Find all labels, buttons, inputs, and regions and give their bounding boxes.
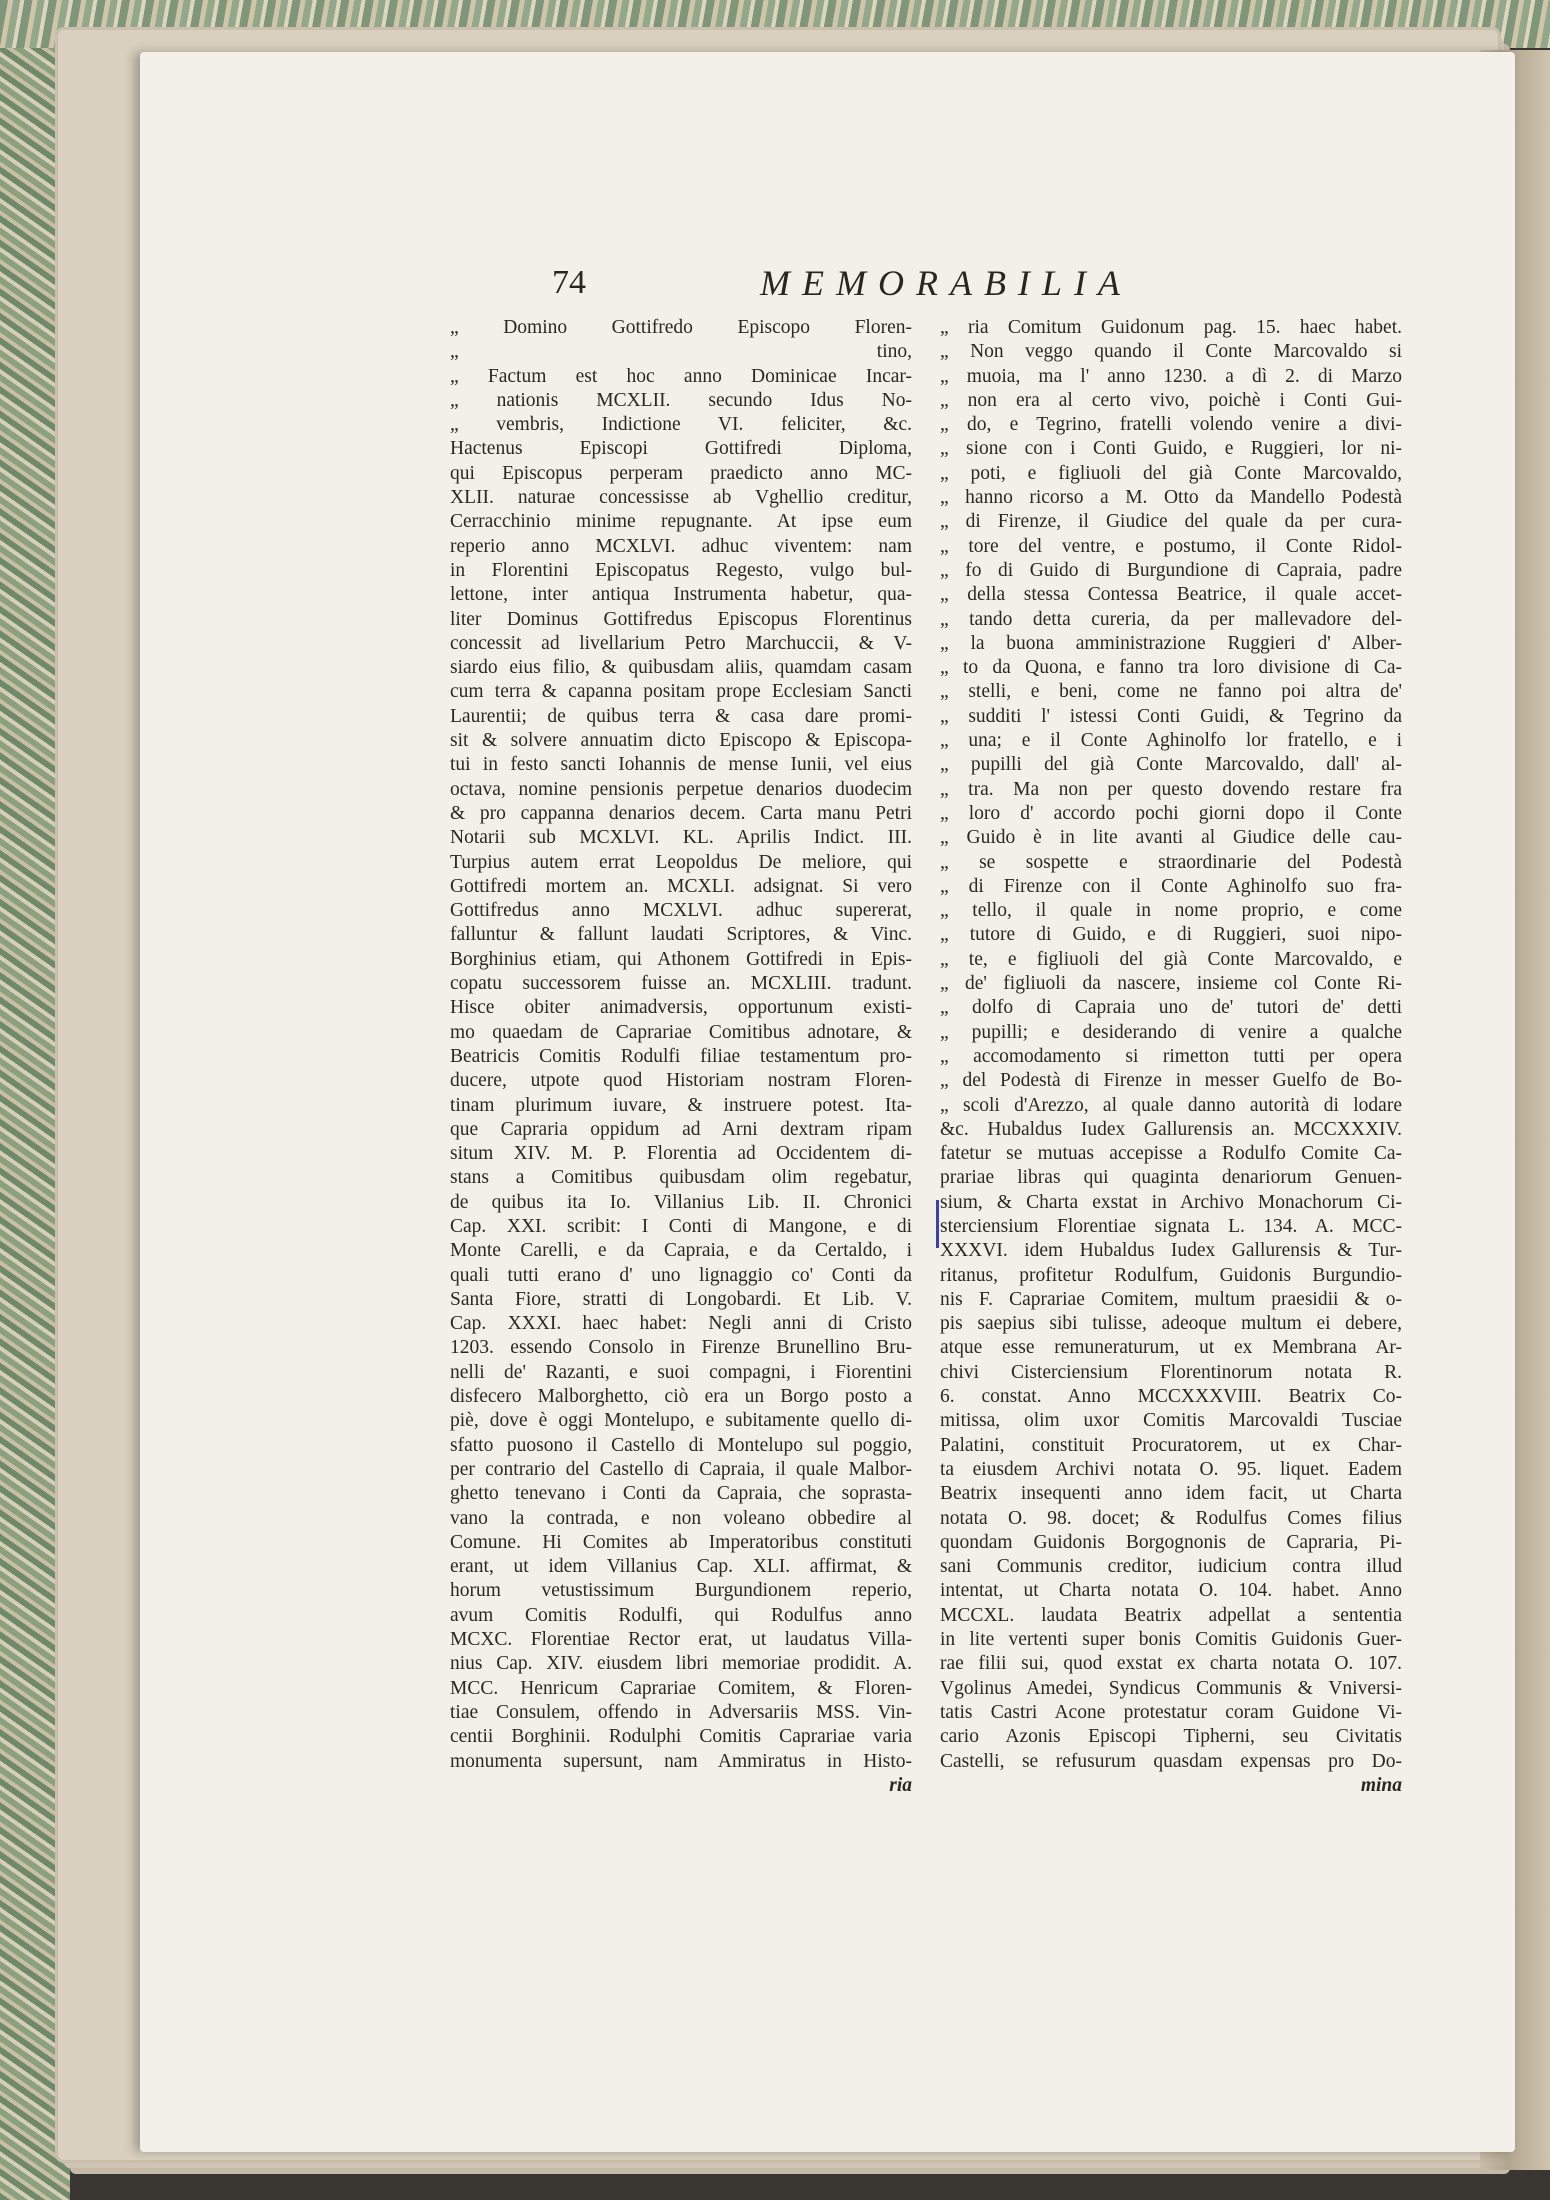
text-line: avum Comitis Rodulfi, qui Rodulfus anno (450, 1604, 912, 1626)
text-line: tui in festo sancti Iohannis de mense Iunii, vel eius (450, 754, 912, 776)
text-line: liter Dominus Gottifredus Episcopus Florentinus (450, 608, 912, 630)
page-number: 74 (552, 264, 586, 301)
text-line: „ de' figliuoli da nascere, insieme col Conte Ri- (940, 973, 1402, 995)
text-line: mitissa, olim uxor Comitis Marcovaldi Tusciae (940, 1410, 1402, 1432)
text-line: MCC. Henricum Caprariae Comitem, & Floren- (450, 1677, 912, 1699)
left-text-column (450, 316, 912, 1976)
text-line: „ tra. Ma non per questo dovendo restare fra (940, 778, 1402, 800)
text-line: „ Factum est hoc anno Dominicae Incar- (450, 365, 912, 387)
text-line: Hisce obiter animadversis, opportunum existi- (450, 997, 912, 1019)
text-line: & pro cappanna denarios decem. Carta manu Petri (450, 802, 912, 824)
text-line: fatetur se mutuas accepisse a Rodulfo Comite Ca- (940, 1143, 1402, 1165)
text-line: Vgolinus Amedei, Syndicus Communis & Vniversi- (940, 1677, 1402, 1699)
text-line: „ hanno ricorso a M. Otto da Mandello Podestà (940, 487, 1402, 509)
text-line: tatis Castri Acone protestatur coram Guidone Vi- (940, 1701, 1402, 1723)
text-line: octava, nomine pensionis perpetue denarios duodecim (450, 778, 912, 800)
text-line: XXXVI. idem Hubaldus Iudex Gallurensis & Tur- (940, 1240, 1402, 1262)
text-line: „ ria Comitum Guidonum pag. 15. haec habet. (940, 317, 1402, 338)
text-line: ritanus, profitetur Rodulfum, Guidonis Burgundio- (940, 1264, 1402, 1286)
text-line: Santa Fiore, stratti di Longobardi. Et Lib. V. (450, 1288, 912, 1310)
text-line: prariae libras qui quaginta denariorum Genuen- (940, 1167, 1402, 1189)
text-line: Beatrix insequenti anno idem facit, ut Charta (940, 1483, 1402, 1505)
text-line: per contrario del Castello di Capraia, il quale Malbor- (450, 1458, 912, 1480)
text-line: „ to da Quona, e fanno tra loro divisione di Ca- (940, 657, 1402, 679)
text-line: lettone, inter antiqua Instrumenta habetur, qua- (450, 584, 912, 606)
text-line: atque esse remuneraturum, ut ex Membrana Ar- (940, 1337, 1402, 1359)
text-line: „ fo di Guido di Burgundione di Capraia, padre (940, 559, 1402, 581)
text-line: in Florentini Episcopatus Regesto, vulgo bul- (450, 559, 912, 581)
text-line: ta eiusdem Archivi notata O. 95. liquet. Eadem (940, 1458, 1402, 1480)
text-line: quali tutti erano d' uno lignaggio co' Conti da (450, 1264, 912, 1286)
text-line: Cap. XXXI. haec habet: Negli anni di Cristo (450, 1313, 912, 1335)
text-line: piè, dove è oggi Montelupo, e subitamente quello di- (450, 1410, 912, 1432)
text-line: Cap. XXI. scribit: I Conti di Mangone, e di (450, 1215, 912, 1237)
text-line: tiae Consulem, offendo in Adversariis MSS. Vin- (450, 1701, 912, 1723)
text-line: rae filii sui, quod exstat ex charta notata O. 107. (940, 1653, 1402, 1675)
text-line: „ non era al certo vivo, poichè i Conti Gui- (940, 389, 1402, 411)
catchword: mina (1360, 1774, 1402, 1796)
text-line: „ pupilli del già Conte Marcovaldo, dall' al- (940, 754, 1402, 776)
text-line: „ se sospette e straordinarie del Podestà (940, 851, 1402, 873)
text-line: de quibus ita Io. Villanius Lib. II. Chronici (450, 1191, 912, 1213)
text-line: stans a Comitibus quibusdam olim regebatur, (450, 1167, 912, 1189)
text-line: reperio anno MCXLVI. adhuc viventem: nam (450, 535, 912, 557)
text-line: &c. Hubaldus Iudex Gallurensis an. MCCXXXIV. (940, 1118, 1402, 1140)
text-line: chivi Cisterciensium Florentinorum notata R. (940, 1361, 1402, 1383)
text-line: sani Communis creditor, iudicium contra illud (940, 1556, 1402, 1578)
text-line: „ pupilli; e desiderando di venire a qualche (940, 1021, 1402, 1043)
text-line: „ della stessa Contessa Beatrice, il quale accet- (940, 584, 1402, 606)
text-line: que Capraria oppidum ad Arni dextram ripam (450, 1118, 912, 1140)
text-line: „ muoia, ma l' anno 1230. a dì 2. di Marzo (940, 365, 1402, 387)
text-line: cum terra & capanna positam prope Ecclesiam Sancti (450, 681, 912, 703)
text-line: nelli de' Razanti, e suoi compagni, i Fiorentini (450, 1361, 912, 1383)
text-line: „ di Firenze, il Giudice del quale da per cura- (940, 511, 1402, 533)
text-line: „ do, e Tegrino, fratelli volendo venire a divi- (940, 414, 1402, 436)
text-line: „ tore del ventre, e postumo, il Conte Ridol- (940, 535, 1402, 557)
text-line: situm XIV. M. P. Florentia ad Occidentem di- (450, 1143, 912, 1165)
text-line: „ Non veggo quando il Conte Marcovaldo si (940, 341, 1402, 363)
text-line: „ di Firenze con il Conte Aghinolfo suo fra- (940, 875, 1402, 897)
text-line: disfecero Malborghetto, ciò era un Borgo posto a (450, 1386, 912, 1408)
text-line: MCXC. Florentiae Rector erat, ut laudatus Villa- (450, 1629, 912, 1651)
text-line: siardo eius filio, & quibusdam aliis, quamdam casam (450, 657, 912, 679)
text-line: in lite vertenti super bonis Comitis Guidonis Guer- (940, 1629, 1402, 1651)
text-line: concessit ad livellarium Petro Marchuccii, & V- (450, 632, 912, 654)
text-line: mo quaedam de Caprariae Comitibus adnotare, & (450, 1021, 912, 1043)
text-line: notata O. 98. docet; & Rodulfus Comes filius (940, 1507, 1402, 1529)
text-line: nis F. Caprariae Comitem, multum praesidii & o- (940, 1288, 1402, 1310)
text-line: cario Azonis Episcopi Tipherni, seu Civitatis (940, 1726, 1402, 1748)
text-line: „ dolfo di Capraia uno de' tutori de' detti (940, 997, 1402, 1019)
text-line: vano la contrada, e non voleano obbedire al (450, 1507, 912, 1529)
text-line: quondam Guidonis Borgognonis de Capraria, Pi- (940, 1531, 1402, 1553)
running-title: MEMORABILIA (760, 263, 1132, 303)
text-line: Borghinius etiam, qui Athonem Gottifredi in Epis- (450, 948, 912, 970)
text-line: XLII. naturae concessisse ab Vghellio creditur, (450, 487, 912, 509)
text-line: horum vetustissimum Burgundionem reperio, (450, 1580, 912, 1602)
text-line: ghetto tenevano i Conti da Capraia, che soprasta- (450, 1483, 912, 1505)
ink-margin-mark (936, 1200, 939, 1248)
text-line: pis saepius sibi tulisse, adeoque multum ei debere, (940, 1313, 1402, 1335)
text-line: „ nationis MCXLII. secundo Idus No- (450, 389, 912, 411)
text-line: Laurentii; de quibus terra & casa dare promi- (450, 705, 912, 727)
text-line: intentat, ut Charta notata O. 104. habet. Anno (940, 1580, 1402, 1602)
text-line: erant, ut idem Villanius Cap. XLI. affirmat, & (450, 1556, 912, 1578)
text-line: „ Domino Gottifredo Episcopo Floren- (450, 317, 912, 338)
text-line: Monte Carelli, e da Capraia, e da Certaldo, i (450, 1240, 912, 1262)
text-line: Beatricis Comitis Rodulfi filiae testamentum pro- (450, 1045, 912, 1067)
text-line: „ tutore di Guido, e di Ruggieri, suoi nipo- (940, 924, 1402, 946)
text-line: 1203. essendo Consolo in Firenze Brunellino Bru- (450, 1337, 912, 1359)
text-line: sium, & Charta exstat in Archivo Monachorum Ci- (940, 1191, 1402, 1213)
text-line: sfatto puosono il Castello di Montelupo sul poggio, (450, 1434, 912, 1456)
running-head (410, 262, 1270, 308)
text-line: Palatini, constituit Procuratorem, ut ex Char- (940, 1434, 1402, 1456)
text-line: „ tello, il quale in nome proprio, e come (940, 900, 1402, 922)
text-line: Notarii sub MCXLVI. KL. Aprilis Indict. III. (450, 827, 912, 849)
text-line: „ del Podestà di Firenze in messer Guelfo de Bo- (940, 1070, 1402, 1092)
text-line: monumenta supersunt, nam Ammiratus in Histo- (450, 1750, 912, 1772)
text-line: Turpius autem errat Leopoldus De meliore, qui (450, 851, 912, 873)
text-line: „ poti, e figliuoli del già Conte Marcovaldo, (940, 462, 1402, 484)
text-line: Cerracchinio minime repugnante. At ipse eum (450, 511, 912, 533)
text-line: Gottifredus anno MCXLVI. adhuc supererat, (450, 900, 912, 922)
text-line: ducere, utpote quod Historiam nostram Floren- (450, 1070, 912, 1092)
text-line: tinam plurimum iuvare, & instruere potest. Ita- (450, 1094, 912, 1116)
text-line: „ accomodamento si rimetton tutti per opera (940, 1045, 1402, 1067)
text-line: Gottifredi mortem an. MCXLI. adsignat. Si vero (450, 875, 912, 897)
text-line: „ sudditi l' istessi Conti Guidi, & Tegrino da (940, 705, 1402, 727)
text-line: Castelli, se refusurum quasdam expensas pro Do- (940, 1750, 1402, 1772)
text-line: MCCXL. laudata Beatrix adpellat a sententia (940, 1604, 1402, 1626)
text-line: copatu successorem fuisse an. MCXLIII. tradunt. (450, 973, 912, 995)
text-line: nius Cap. XIV. eiusdem libri memoriae prodidit. A. (450, 1653, 912, 1675)
text-line: „ vembris, Indictione VI. feliciter, &c. (450, 414, 912, 436)
text-line: „ tino, (450, 341, 912, 363)
text-line: qui Episcopus perperam praedicto anno MC- (450, 462, 912, 484)
text-line: falluntur & fallunt laudati Scriptores, & Vinc. (450, 924, 912, 946)
catchword: ria (889, 1774, 912, 1796)
text-line: centii Borghinii. Rodulphi Comitis Caprariae varia (450, 1726, 912, 1748)
text-line: „ tando detta cureria, da per mallevadore del- (940, 608, 1402, 630)
text-line: Comune. Hi Comites ab Imperatoribus constituti (450, 1531, 912, 1553)
text-line: „ la buona amministrazione Ruggieri d' Alber- (940, 632, 1402, 654)
text-line: „ scoli d'Arezzo, al quale danno autorità di lodare (940, 1094, 1402, 1116)
right-text-column (940, 316, 1402, 1976)
text-line: „ una; e il Conte Aghinolfo lor fratello, e i (940, 730, 1402, 752)
text-line: Hactenus Episcopi Gottifredi Diploma, (450, 438, 912, 460)
text-line: „ te, e figliuoli del già Conte Marcovaldo, e (940, 948, 1402, 970)
text-line: „ sione con i Conti Guido, e Ruggieri, lor ni- (940, 438, 1402, 460)
text-line: sit & solvere annuatim dicto Episcopo & Episcopa- (450, 730, 912, 752)
text-line: 6. constat. Anno MCCXXXVIII. Beatrix Co- (940, 1386, 1402, 1408)
text-line: sterciensium Florentiae signata L. 134. A. MCC- (940, 1215, 1402, 1237)
text-line: „ stelli, e beni, come ne fanno poi altra de' (940, 681, 1402, 703)
text-line: „ loro d' accordo pochi giorni dopo il Conte (940, 802, 1402, 824)
text-line: „ Guido è in lite avanti al Giudice delle cau- (940, 827, 1402, 849)
